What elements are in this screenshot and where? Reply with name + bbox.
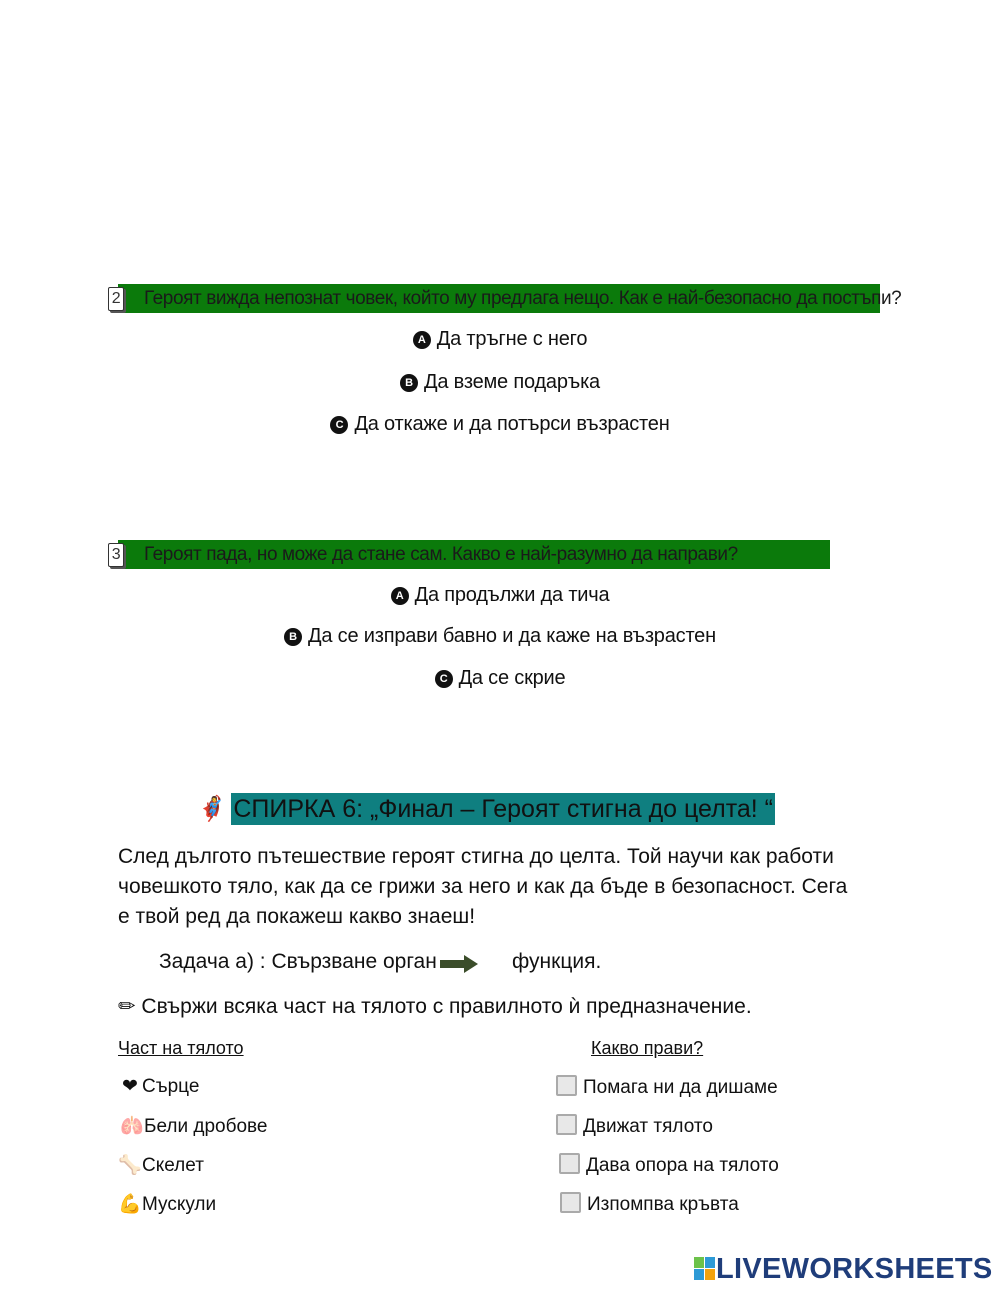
option-3a[interactable]: [0, 584, 1000, 607]
function-label: Дава опора на тялото: [586, 1155, 779, 1176]
option-text: Да продължи да тича: [414, 584, 610, 606]
function-label: Движат тялото: [583, 1116, 713, 1137]
option-text: Да вземе подаръка: [424, 371, 600, 393]
lungs-icon: 🫁: [120, 1116, 144, 1137]
arrow-head-icon: [464, 955, 478, 973]
option-a-icon: A: [391, 587, 409, 605]
body-part-muscles[interactable]: [118, 1192, 216, 1216]
option-text: Да се изправи бавно и да каже на възрастен: [308, 625, 716, 647]
body-part-label: Бели дробове: [144, 1116, 268, 1137]
heart-icon: ❤: [122, 1076, 138, 1097]
option-text: Да се скрие: [458, 667, 566, 689]
body-part-heart[interactable]: [118, 1075, 199, 1098]
function-pumping[interactable]: [560, 1192, 739, 1216]
question-number-2: 2: [108, 287, 124, 311]
question-number-3: 3: [108, 543, 124, 567]
logo-text: LIVEWORKSHEETS: [716, 1253, 993, 1285]
left-column-header: Част на тялото: [118, 1038, 244, 1058]
task-label: Задача а) : Свързване орган: [159, 950, 437, 973]
superhero-icon: 🦸‍♀: [197, 795, 227, 823]
function-movement[interactable]: [556, 1114, 713, 1138]
option-2b[interactable]: [0, 371, 1000, 394]
function-support[interactable]: [559, 1153, 779, 1177]
liveworksheets-logo[interactable]: [694, 1253, 993, 1285]
question-bar-3: [111, 540, 830, 569]
option-2a[interactable]: [0, 328, 1000, 351]
task-label-end: функция.: [512, 950, 602, 973]
function-breathing[interactable]: [556, 1075, 778, 1099]
function-label: Помага ни да дишаме: [583, 1077, 778, 1098]
body-part-label: Мускули: [142, 1194, 217, 1215]
stop-title-row: [197, 793, 775, 825]
option-c-icon: C: [435, 670, 453, 688]
checkbox[interactable]: [556, 1075, 577, 1096]
option-a-icon: A: [413, 331, 431, 349]
question-text-2: Героят вижда непознат човек, който му предлага нещо. Как е най-безопасно да постъпи?: [144, 288, 902, 309]
muscle-icon: 💪: [118, 1194, 142, 1215]
checkbox[interactable]: [556, 1114, 577, 1135]
question-text-3: Героят пада, но може да стане сам. Какво е най-разумно да направи?: [144, 544, 738, 565]
bone-icon: 🦴: [118, 1155, 142, 1176]
function-label: Изпомпва кръвта: [587, 1194, 739, 1215]
option-3c[interactable]: [0, 667, 1000, 690]
body-part-skeleton[interactable]: [118, 1153, 204, 1177]
option-b-icon: B: [400, 374, 418, 392]
intro-paragraph: След дългото пътешествие героят стигна до целта. Той научи как работи човешкото тяло, как да се грижи за него и как да бъде в безопасност. Сега е твой ред да покажеш какво знаеш!: [118, 845, 848, 928]
option-text: Да откаже и да потърси възрастен: [354, 413, 670, 435]
option-3b[interactable]: [0, 625, 1000, 648]
body-part-lungs[interactable]: [120, 1114, 268, 1138]
task-instruction: ✏ Свържи всяка част на тялото с правилното ѝ предназначение.: [118, 995, 752, 1018]
logo-grid-icon: [694, 1257, 716, 1281]
arrow-right-icon: [440, 960, 466, 968]
right-column-header: Какво прави?: [591, 1038, 704, 1058]
option-c-icon: C: [330, 416, 348, 434]
option-2c[interactable]: [0, 413, 1000, 436]
body-part-label: Скелет: [142, 1155, 204, 1176]
option-b-icon: B: [284, 628, 302, 646]
body-part-label: Сърце: [142, 1076, 200, 1097]
option-text: Да тръгне с него: [436, 328, 588, 350]
checkbox[interactable]: [559, 1153, 580, 1174]
question-bar-2: [111, 284, 902, 313]
checkbox[interactable]: [560, 1192, 581, 1213]
stop-title: СПИРКА 6: „Финал – Героят стигна до целта! “: [233, 795, 774, 823]
